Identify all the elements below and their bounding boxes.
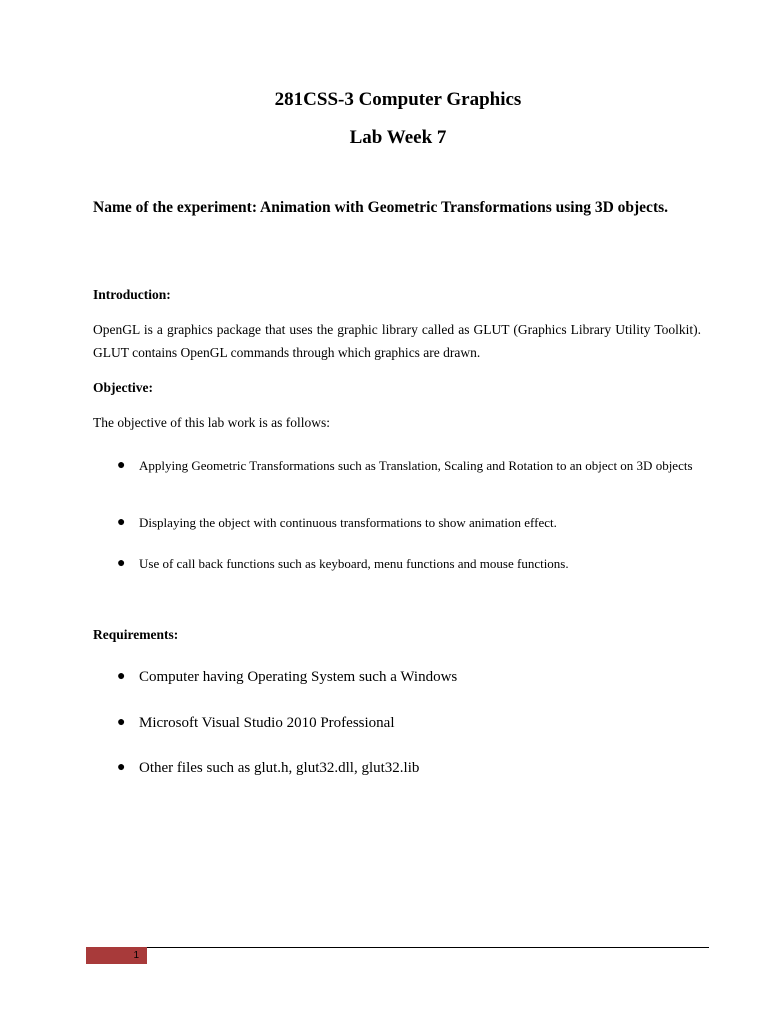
document-title: 281CSS-3 Computer Graphics bbox=[274, 89, 522, 110]
page-number: 1 bbox=[86, 947, 147, 964]
document-subtitle: Lab Week 7 bbox=[349, 127, 447, 148]
bullet-icon: ● bbox=[117, 715, 126, 730]
footer-divider bbox=[86, 947, 709, 948]
introduction-text: OpenGL is a graphics package that uses the graphic library called as GLUT (Graphics Library Utility Toolkit). GLUT contains OpenGL commands through which graphics are drawn. bbox=[93, 322, 701, 360]
objective-heading: Objective: bbox=[93, 380, 153, 395]
objective-item-text: Applying Geometric Transformations such as Translation, Scaling and Rotation to an object on 3D objects bbox=[139, 458, 693, 473]
bullet-icon: ● bbox=[117, 515, 126, 530]
requirement-item-text: Computer having Operating System such a Windows bbox=[139, 669, 458, 685]
requirement-item-text: Microsoft Visual Studio 2010 Professional bbox=[139, 715, 395, 731]
bullet-icon: ● bbox=[117, 458, 126, 473]
requirement-list-item bbox=[117, 755, 701, 781]
requirement-list-item bbox=[117, 664, 701, 690]
bullet-icon: ● bbox=[117, 760, 126, 775]
objective-list-item bbox=[117, 509, 701, 537]
objective-list-item bbox=[117, 550, 701, 578]
bullet-icon: ● bbox=[117, 556, 126, 571]
introduction-heading: Introduction: bbox=[93, 287, 171, 302]
objective-list-item bbox=[117, 452, 701, 480]
objective-item-text: Use of call back functions such as keyboard, menu functions and mouse functions. bbox=[139, 556, 569, 571]
experiment-name: Name of the experiment: Animation with Geometric Transformations using 3D objects. bbox=[93, 199, 669, 216]
bullet-icon: ● bbox=[117, 669, 126, 684]
requirement-item-text: Other files such as glut.h, glut32.dll, glut32.lib bbox=[139, 760, 420, 776]
requirements-heading: Requirements: bbox=[93, 627, 179, 642]
requirement-list-item bbox=[117, 710, 701, 736]
objective-item-text: Displaying the object with continuous transformations to show animation effect. bbox=[139, 515, 557, 530]
objective-text: The objective of this lab work is as follows: bbox=[93, 415, 330, 430]
